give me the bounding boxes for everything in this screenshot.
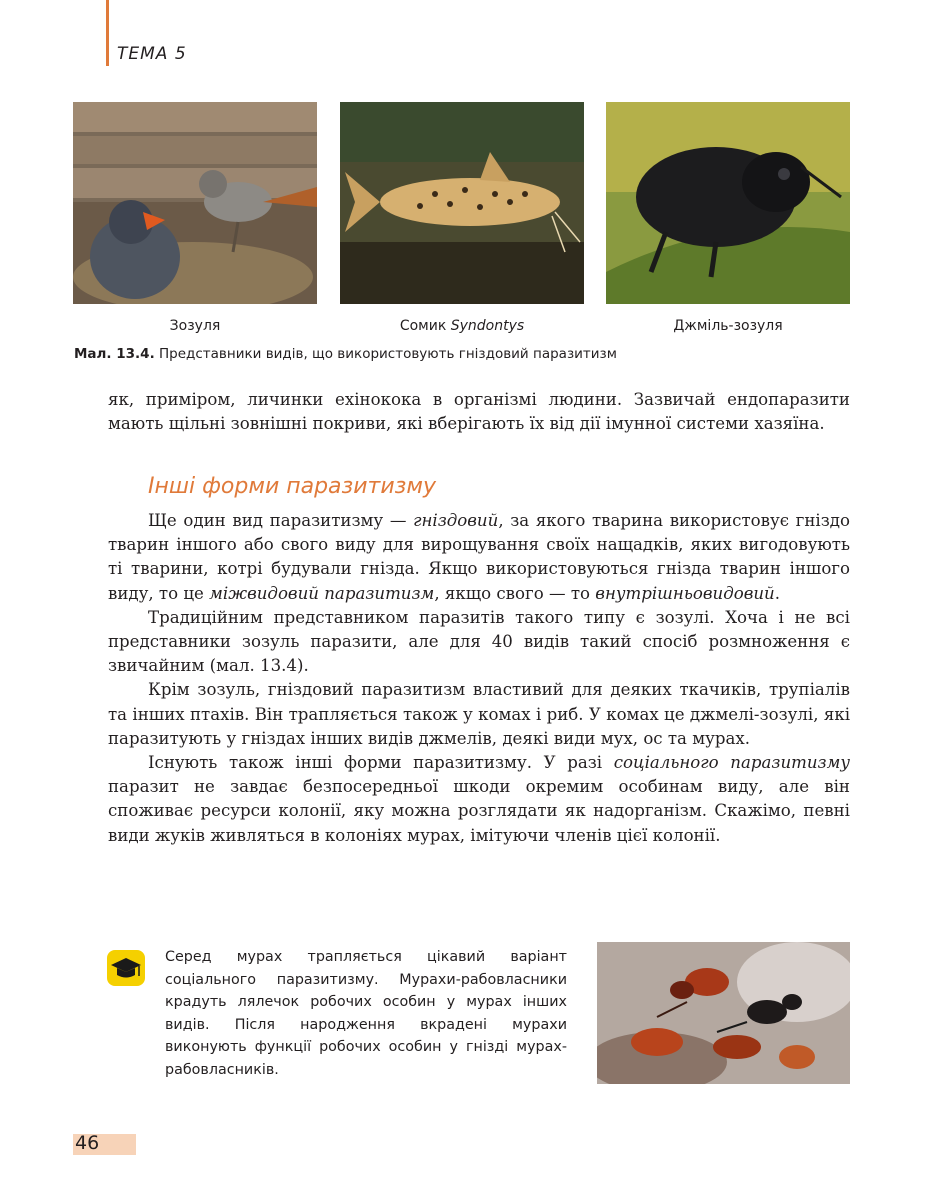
- graduation-cap-icon: [107, 950, 145, 986]
- ants-photo: [597, 942, 850, 1084]
- cuckoo-photo: [73, 102, 317, 304]
- note-text: Серед мурах трапляється цікавий варіант соціального паразитизму. Мурахи-рабовласники крадуть лялечок робочих особин у мурах інших видів. Після народження вкрадені мурахи виконують функції робочих особин у гнізді мурах-рабовласників.: [165, 949, 567, 1078]
- bumblebee-caption: Джміль-зозуля: [673, 318, 783, 334]
- cuckoo-caption: Зозуля: [169, 318, 221, 334]
- paragraph-social-parasitism: Існують також інші форми паразитизму. У разі соціального паразитизму паразит не завдає безпосередньої шкоди окремим особинам виду, але він споживає ресурси колонії, яку можна розглядати як надорганізм. Скажімо, певні види жуків живляться в колоніях мурах, імітуючи членів цієї колонії.: [108, 753, 850, 845]
- section-body: [108, 509, 850, 848]
- bumblebee-photo: [606, 102, 850, 304]
- header-accent-bar: [106, 0, 109, 66]
- paragraph-cuckoos: Традиційним представником паразитів такого типу є зозулі. Хоча і не всі представники зозуль паразити, але для 40 видів такий спосіб розмноження є звичайним (мал. 13.4).: [108, 607, 850, 676]
- catfish-photo: [340, 102, 584, 304]
- section-heading: Інші форми паразитизму: [148, 474, 436, 499]
- page-number: 46: [75, 1132, 100, 1154]
- paragraph-nest-parasitism: Ще один вид паразитизму — гніздовий, за якого тварина використовує гніздо тварин іншого або свого виду для вирощування своїх нащадків, яких вигодовують ті тварини, котрі будували гнізда. Якщо використовуються гнізда тварин іншого виду, то це міжвидовий паразитизм, якщо свого — то внутрішньовидовий.: [108, 511, 850, 603]
- paragraph-other-species: Крім зозуль, гніздовий паразитизм властивий для деяких ткачиків, трупіалів та інших птахів. Він трапляється також у комах і риб. У комах це джмелі-зозулі, які паразитують у гніздах інших видів джмелів, деякі види мух, ос та мурах.: [108, 680, 850, 748]
- figure-caption: Мал. 13.4. Представники видів, що використовують гніздовий паразитизм: [74, 346, 617, 362]
- topic-label: ТЕМА 5: [117, 44, 187, 64]
- catfish-caption: Сомик Syndontys: [399, 318, 525, 334]
- paragraph-continuation: як, приміром, личинки ехінокока в організмі людини. Зазвичай ендопаразити мають щільні зовнішні покриви, які вберігають їх від дії імунної системи хазяїна.: [108, 390, 850, 434]
